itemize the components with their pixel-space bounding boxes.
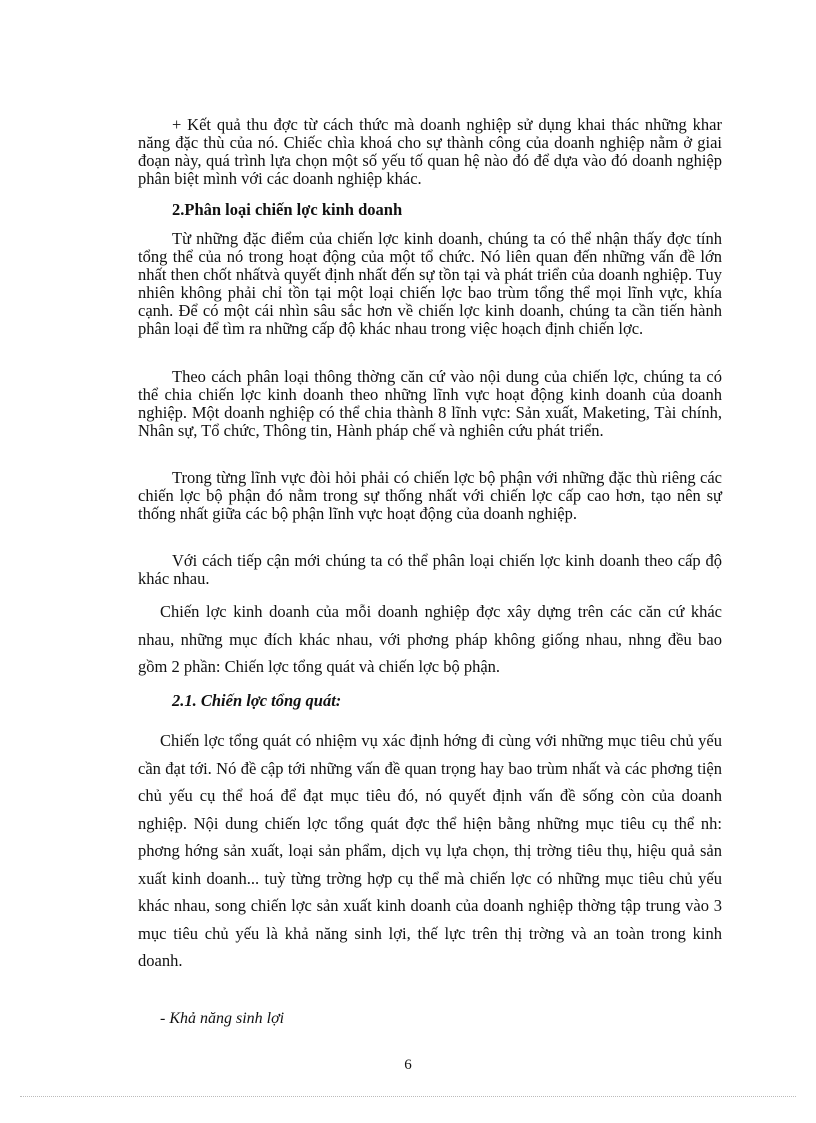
paragraph-characteristics: Từ những đặc điểm của chiến lợc kinh doanh, chúng ta có thể nhận thấy đợc tính tổng thể của nó trong hoạt động của một tổ chức. Nó liên quan đến những vấn đề lớn nhất then chốt nhấtvà quyết định nhất đến sự tồn tại và phát triển của doanh nghiệp. Tuy nhiên không phải chỉ tồn tại một loại chiến lợc bao trùm tổng thể mọi lĩnh vực, khía cạnh. Để có một cái nhìn sâu sắc hơn về chiến lợc kinh doanh, chúng ta cần tiến hành phân loại để tìm ra những cấp độ khác nhau trong việc hoạch định chiến lợc. (138, 229, 722, 338)
paragraph-general-strategy: Chiến lợc tổng quát có nhiệm vụ xác định hớng đi cùng với những mục tiêu chủ yếu cần đạt tới. Nó đề cập tới những vấn đề quan trọng hay bao trùm nhất và các phơng tiện chủ yếu cụ thể hoá để đạt mục tiêu đó, nó quyết định vấn đề sống còn của doanh nghiệp. Nội dung chiến lợc tổng quát đợc thể hiện bằng những mục tiêu cụ thể nh: phơng hớng sản xuất, loại sản phẩm, dịch vụ lựa chọn, thị trờng tiêu thụ, hiệu quả sản xuất kinh doanh... tuỳ từng trờng hợp cụ thể mà chiến lợc có những mục tiêu chủ yếu khác nhau, song chiến lợc sản xuất kinh doanh của doanh nghiệp thờng tập trung vào 3 mục tiêu chủ yếu là khả năng sinh lợi, thế lực trên thị trờng và an toàn trong kinh doanh. (138, 731, 722, 970)
paragraph-conventional-classification: Theo cách phân loại thông thờng căn cứ vào nội dung của chiến lợc, chúng ta có thể chia chiến lợc kinh doanh theo những lĩnh vực hoạt động kinh doanh của doanh nghiệp. Một doanh nghiệp có thể chia thành 8 lĩnh vực: Sản xuất, Maketing, Tài chính, Nhân sự, Tổ chức, Thông tin, Hành pháp chế và nghiên cứu phát triển. (138, 367, 722, 440)
bullet-profitability: - Khả năng sinh lợi (160, 1010, 285, 1027)
paragraph-new-approach: Với cách tiếp cận mới chúng ta có thể phân loại chiến lợc kinh doanh theo cấp độ khác nhau. (138, 551, 722, 588)
paragraph-two-parts: Chiến lợc kinh doanh của mỗi doanh nghiệp đợc xây dựng trên các căn cứ khác nhau, những mục đích khác nhau, với phơng pháp không giống nhau, nhng đều bao gồm 2 phần: Chiến lợc tổng quát và chiến lợc bộ phận. (138, 602, 722, 676)
section-heading-classification: 2.Phân loại chiến lợc kinh doanh (172, 200, 403, 219)
footer-divider (20, 1096, 796, 1097)
paragraph-results: + Kết quả thu đợc từ cách thức mà doanh nghiệp sử dụng khai thác những khar năng đặc thù của nó. Chiếc chìa khoá cho sự thành công của doanh nghiệp nằm ở giai đoạn này, quá trình lựa chọn một số yếu tố quan hệ nào đó để dựa vào đó doanh nghiệp phân biệt mình với các doanh nghiệp khác. (138, 115, 722, 188)
page-number: 6 (404, 1057, 412, 1073)
paragraph-functional-strategies: Trong từng lĩnh vực đòi hỏi phải có chiến lợc bộ phận với những đặc thù riêng các chiến lợc bộ phận đó nằm trong sự thống nhất với chiến lợc cấp cao hơn, tạo nên sự thống nhất giữa các bộ phận lĩnh vực hoạt động của doanh nghiệp. (138, 468, 722, 523)
subsection-heading-general-strategy: 2.1. Chiến lợc tổng quát: (172, 691, 342, 710)
